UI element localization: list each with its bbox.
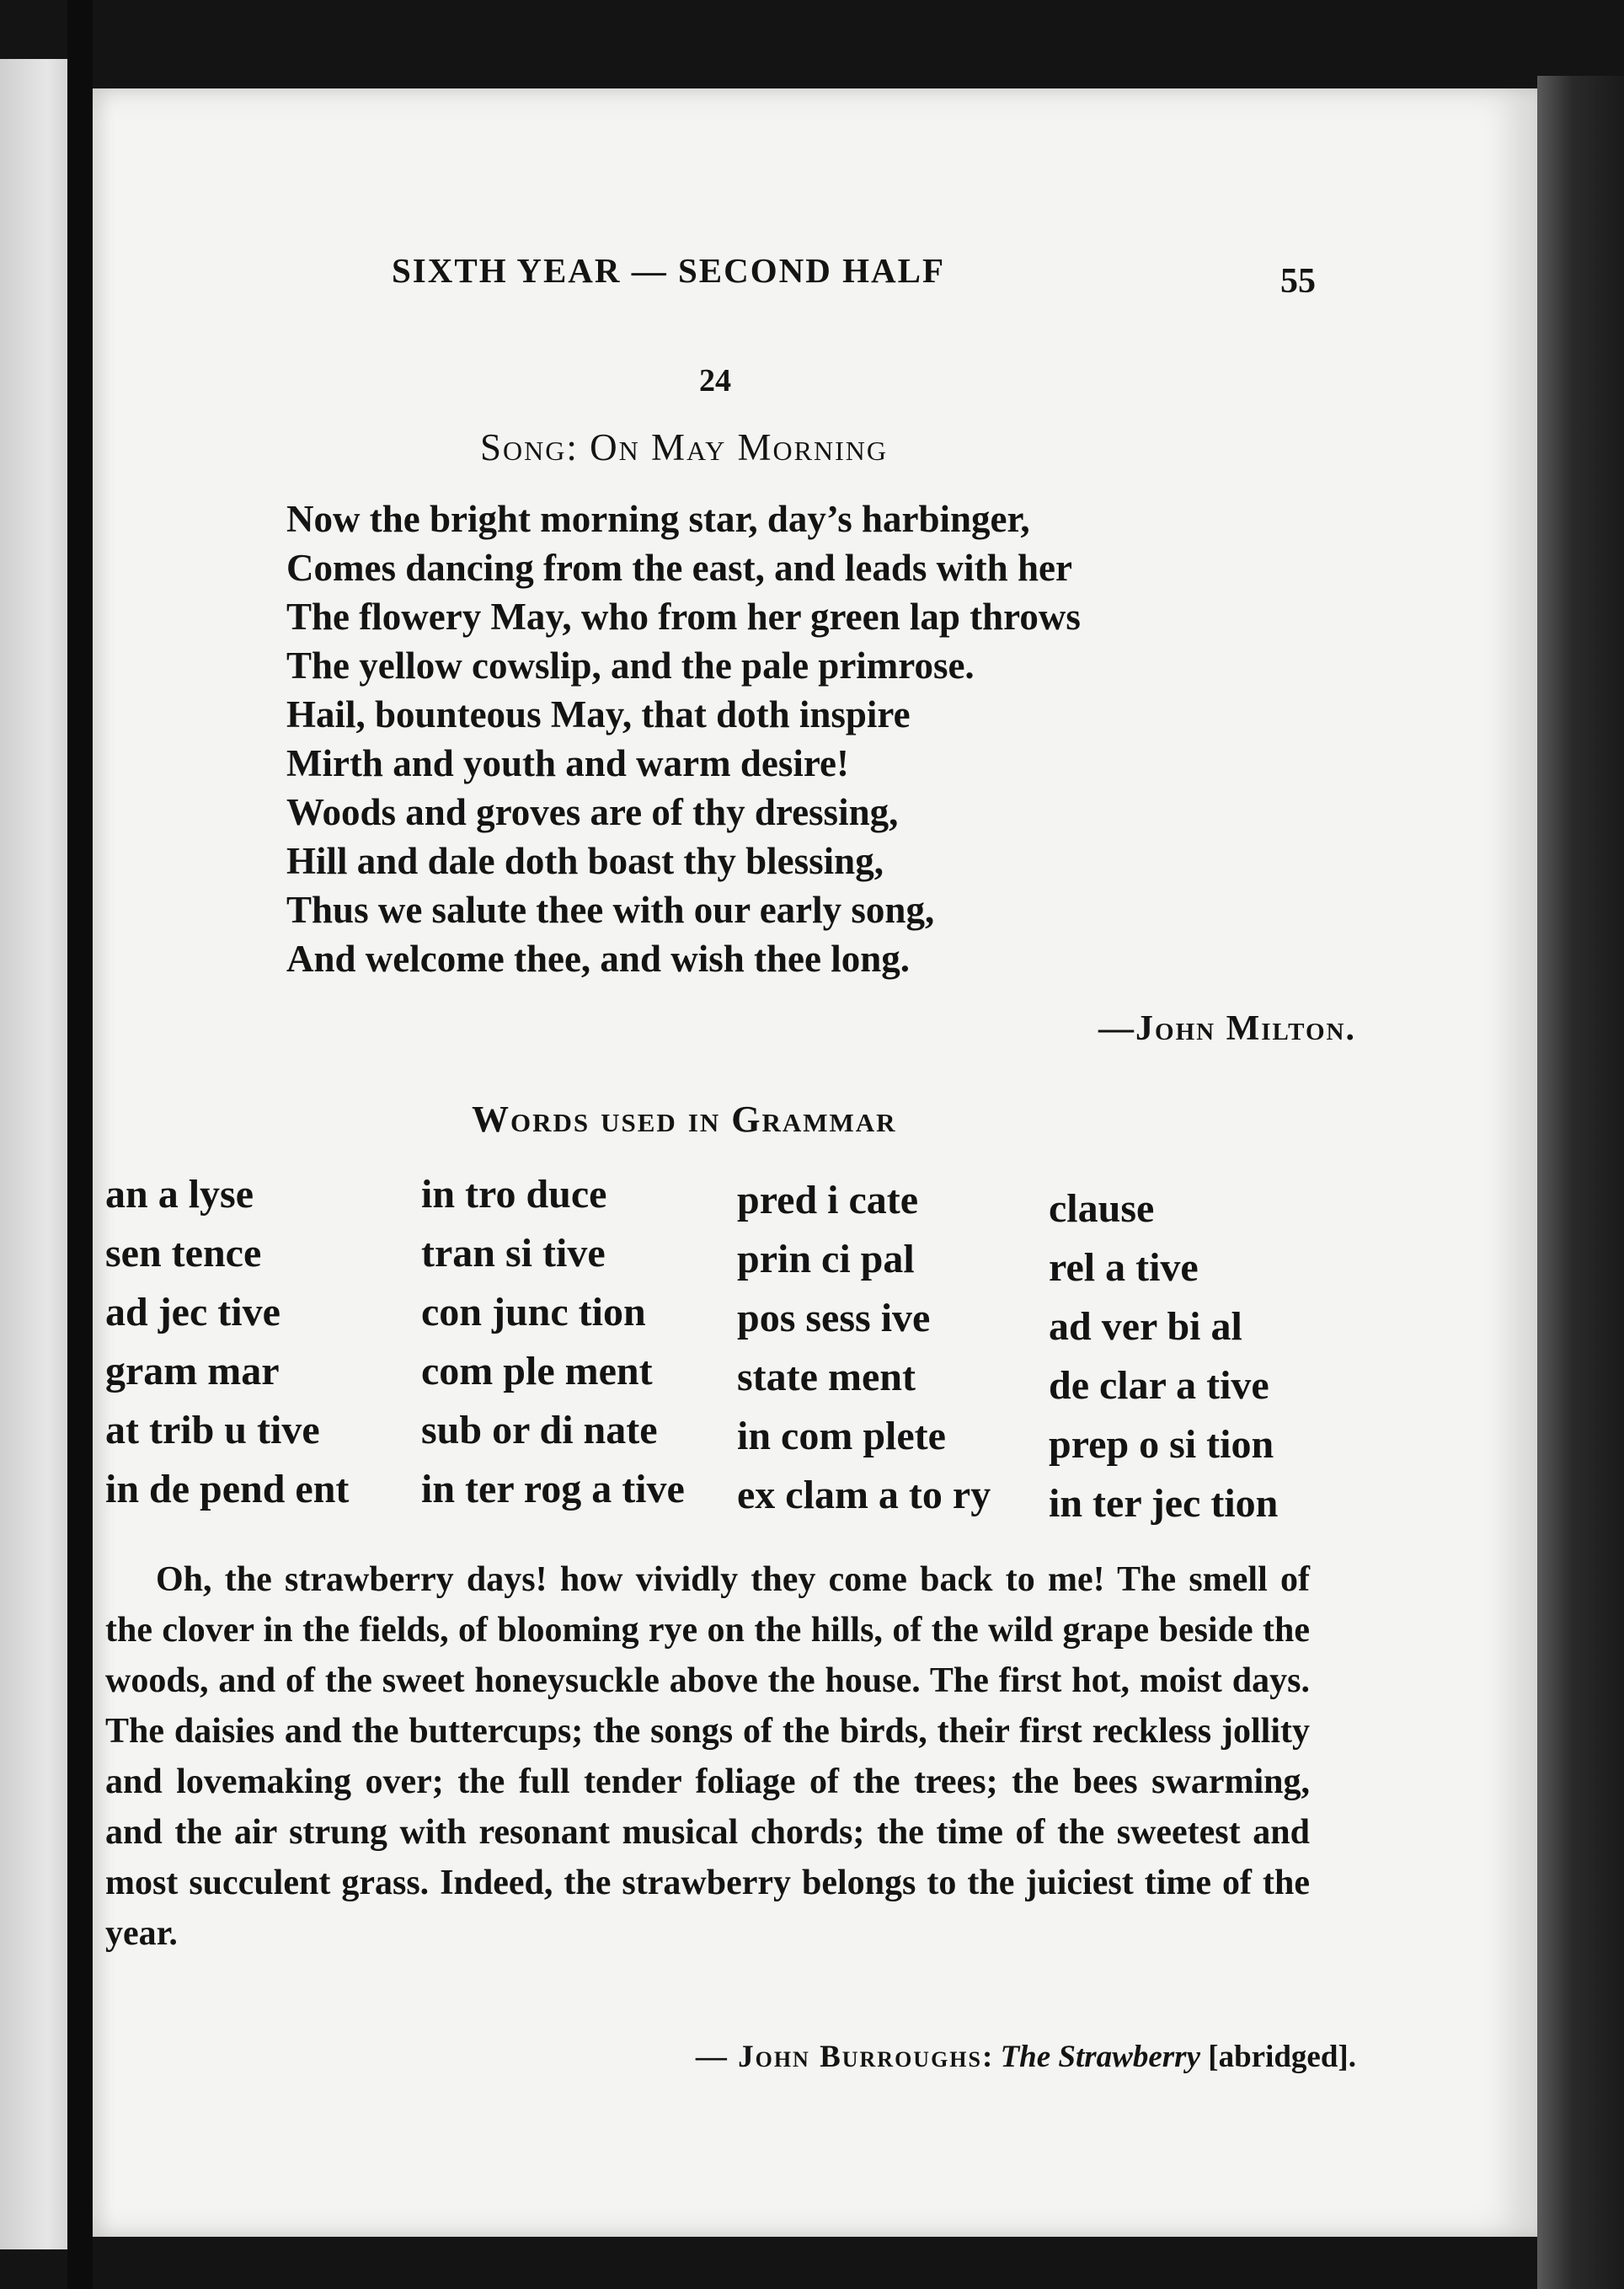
grammar-word: state ment	[737, 1355, 916, 1399]
attribution-work-title: The Strawberry	[1000, 2040, 1200, 2074]
attribution-author: — John Burroughs	[695, 2040, 982, 2074]
grammar-word-column-1	[105, 1165, 349, 1519]
right-page-edge	[1537, 76, 1624, 2289]
page-number: 55	[1280, 262, 1316, 301]
grammar-word: at trib u tive	[105, 1408, 320, 1452]
poem-line: Hill and dale doth boast thy blessing,	[286, 840, 884, 882]
grammar-word: ex clam a to ry	[737, 1473, 991, 1517]
attribution-separator: :	[981, 2040, 993, 2074]
poem-line: And welcome thee, and wish thee long.	[286, 938, 910, 980]
grammar-word: prep o si tion	[1049, 1422, 1274, 1467]
poem-line: Hail, bounteous May, that doth inspire	[286, 693, 911, 735]
grammar-word: com ple ment	[421, 1349, 653, 1393]
grammar-word: de clar a tive	[1049, 1363, 1269, 1408]
prose-attribution	[696, 2039, 1356, 2075]
poem-body	[286, 495, 1081, 983]
poem-author: —John Milton.	[1098, 1009, 1356, 1048]
poem-number: 24	[699, 363, 731, 398]
grammar-section-title: Words used in Grammar	[472, 1099, 897, 1140]
attribution-note: [abridged].	[1208, 2040, 1356, 2074]
grammar-word: ad ver bi al	[1049, 1304, 1242, 1349]
poem-line: The flowery May, who from her green lap throws	[286, 596, 1081, 638]
grammar-word: an a lyse	[105, 1172, 254, 1217]
poem-line: Comes dancing from the east, and leads with her	[286, 547, 1072, 589]
grammar-word-column-3	[737, 1171, 991, 1525]
grammar-word: pred i cate	[737, 1178, 919, 1222]
book-spine	[67, 0, 93, 2289]
grammar-word: tran si tive	[421, 1231, 606, 1276]
grammar-word: sen tence	[105, 1231, 262, 1276]
poem-line: Woods and groves are of thy dressing,	[286, 791, 899, 833]
grammar-word: con junc tion	[421, 1290, 646, 1334]
grammar-word: in com plete	[737, 1414, 946, 1458]
grammar-word: gram mar	[105, 1349, 280, 1393]
poem-line: Thus we salute thee with our early song,	[286, 889, 935, 931]
poem-line: The yellow cowslip, and the pale primrose.	[286, 644, 975, 687]
prose-paragraph: Oh, the strawberry days! how vividly they come back to me! The smell of the clover in the fields, of blooming rye on the hills, of the wild grape beside the woods, and of the sweet honeysuckle above the house. The first hot, moist days. The daisies and the buttercups; the songs of the birds, their first reckless jollity and lovemaking over; the full tender foliage of the trees; the bees swarming, and the air strung with resonant musical chords; the time of the sweetest and most succulent grass. Indeed, the strawberry belongs to the juiciest time of the year.	[105, 1560, 1310, 1953]
poem-line: Mirth and youth and warm desire!	[286, 742, 849, 784]
grammar-word: in ter jec tion	[1049, 1481, 1279, 1526]
grammar-word: ad jec tive	[105, 1290, 280, 1334]
grammar-word-column-2	[421, 1165, 685, 1519]
grammar-word: clause	[1049, 1186, 1155, 1231]
poem-title: Song: On May Morning	[480, 426, 888, 468]
grammar-word: in tro duce	[421, 1172, 607, 1217]
grammar-word: prin ci pal	[737, 1237, 915, 1281]
grammar-word: in ter rog a tive	[421, 1467, 685, 1511]
grammar-word-column-4	[1049, 1179, 1278, 1533]
grammar-word: in de pend ent	[105, 1467, 350, 1511]
running-head: SIXTH YEAR — SECOND HALF	[392, 251, 946, 290]
grammar-word: rel a tive	[1049, 1245, 1199, 1290]
grammar-word: sub or di nate	[421, 1408, 658, 1452]
left-page-edge	[0, 59, 67, 2249]
book-page	[93, 88, 1537, 2237]
poem-line: Now the bright morning star, day’s harbinger,	[286, 498, 1030, 540]
grammar-word: pos sess ive	[737, 1296, 931, 1340]
